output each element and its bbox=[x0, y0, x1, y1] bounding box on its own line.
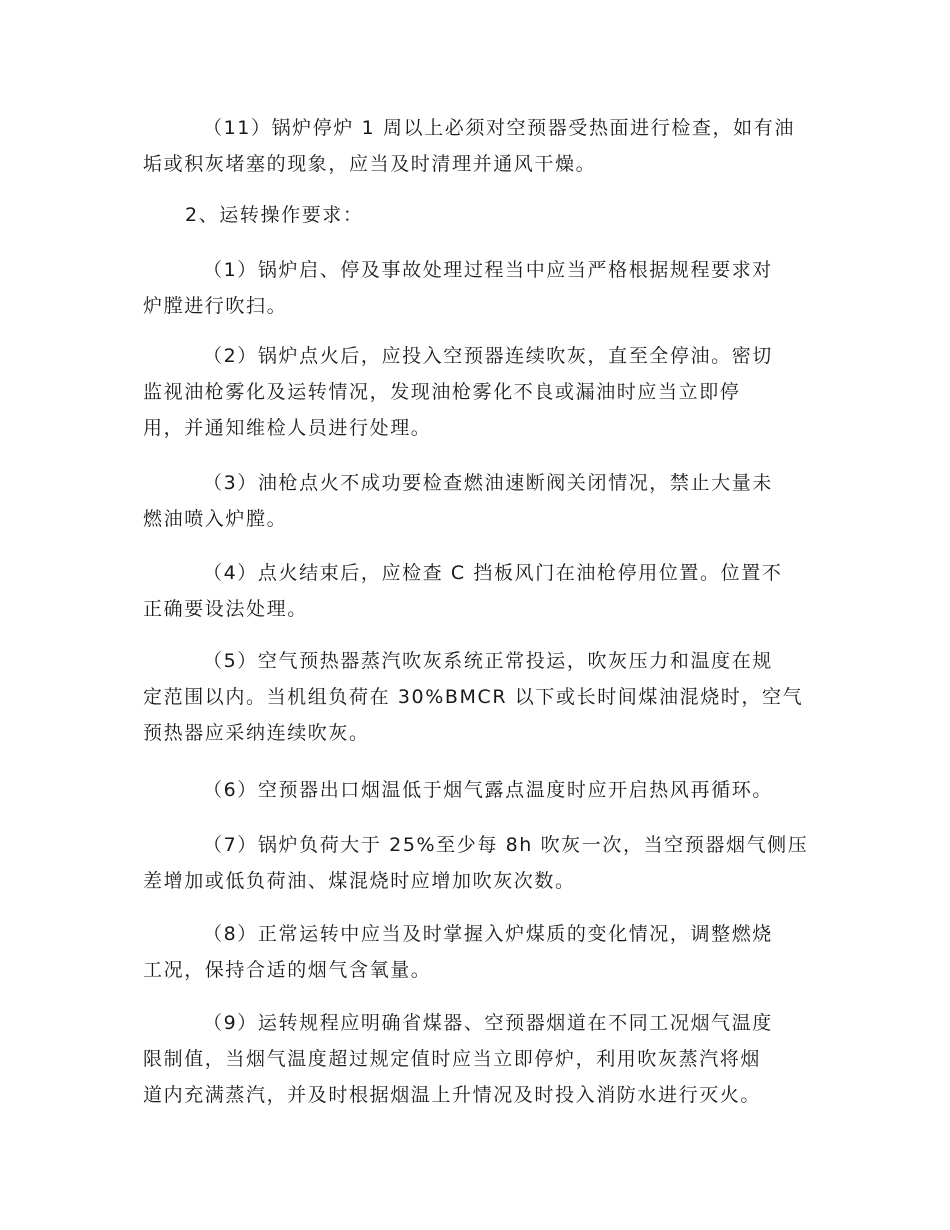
paragraph-line: （9）运转规程应明确省煤器、空预器烟道在不同工况烟气温度 bbox=[203, 1012, 773, 1034]
paragraph-line: （2）锅炉点火后，应投入空预器连续吹灰，直至全停油。密切 bbox=[203, 345, 773, 367]
section-heading bbox=[143, 197, 813, 233]
paragraph-line: （11）锅炉停炉 1 周以上必须对空预器受热面进行检查，如有油 bbox=[203, 117, 795, 139]
paragraph-line: 正确要设法处理。 bbox=[143, 598, 308, 620]
paragraph-line: 定范围以内。当机组负荷在 30%BMCR 以下或长时间煤油混烧时，空气 bbox=[143, 686, 804, 708]
section-heading-text: 2、运转操作要求： bbox=[185, 204, 364, 226]
paragraph-line: 限制值，当烟气温度超过规定值时应当立即停炉，利用吹灰蒸汽将烟 bbox=[143, 1048, 762, 1070]
paragraph-line: 垢或积灰堵塞的现象，应当及时清理并通风干燥。 bbox=[143, 153, 597, 175]
paragraph-4 bbox=[143, 555, 813, 627]
paragraph-8 bbox=[143, 916, 813, 988]
paragraph-11 bbox=[143, 110, 813, 182]
paragraph-line: （4）点火结束后，应检查 C 挡板风门在油枪停用位置。位置不 bbox=[203, 562, 783, 584]
paragraph-line: 燃油喷入炉膛。 bbox=[143, 508, 288, 530]
paragraph-line: （6）空预器出口烟温低于烟气露点温度时应开启热风再循环。 bbox=[203, 779, 773, 801]
paragraph-line: 预热器应采纳连续吹灰。 bbox=[143, 722, 370, 744]
paragraph-line: 监视油枪雾化及运转情况，发现油枪雾化不良或漏油时应当立即停 bbox=[143, 381, 741, 403]
paragraph-line: 用，并通知维检人员进行处理。 bbox=[143, 417, 432, 439]
paragraph-line: 炉膛进行吹扫。 bbox=[143, 295, 288, 317]
paragraph-7 bbox=[143, 827, 813, 899]
paragraph-line: 道内充满蒸汽，并及时根据烟温上升情况及时投入消防水进行灭火。 bbox=[143, 1084, 762, 1106]
paragraph-line: 工况，保持合适的烟气含氧量。 bbox=[143, 959, 432, 981]
paragraph-line: （1）锅炉启、停及事故处理过程当中应当严格根据规程要求对 bbox=[203, 259, 773, 281]
paragraph-line: （5）空气预热器蒸汽吹灰系统正常投运，吹灰压力和温度在规 bbox=[203, 650, 773, 672]
paragraph-1 bbox=[143, 252, 813, 324]
paragraph-line: 差增加或低负荷油、煤混烧时应增加吹灰次数。 bbox=[143, 870, 576, 892]
paragraph-3 bbox=[143, 465, 813, 537]
paragraph-line: （7）锅炉负荷大于 25%至少每 8h 吹灰一次，当空预器烟气侧压 bbox=[203, 834, 809, 856]
paragraph-line: （3）油枪点火不成功要检查燃油速断阀关闭情况，禁止大量未 bbox=[203, 472, 773, 494]
paragraph-9 bbox=[143, 1005, 813, 1113]
paragraph-line: （8）正常运转中应当及时掌握入炉煤质的变化情况，调整燃烧 bbox=[203, 923, 773, 945]
paragraph-6 bbox=[143, 772, 813, 808]
paragraph-2 bbox=[143, 338, 813, 446]
paragraph-5 bbox=[143, 643, 813, 751]
